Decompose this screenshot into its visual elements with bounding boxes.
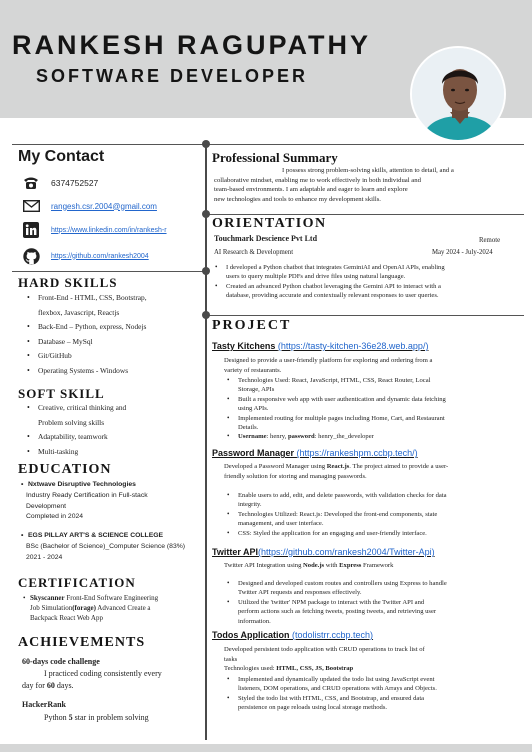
contact-linkedin-row: [22, 221, 167, 239]
project-desc-text: Twitter API Integration using: [224, 562, 304, 569]
project-password-title: [212, 448, 418, 458]
list-item-text: Utilized the 'twitter' NPM package to interact with the Twitter API and: [238, 598, 425, 606]
list-item-text: flexbox, Javascript, Reactjs: [38, 307, 120, 317]
project-desc-line: variety of restaurants.: [224, 366, 282, 374]
list-item-text: integrity.: [238, 501, 262, 509]
list-item: [224, 491, 522, 510]
company-name: Touchmark Descience Pvt Ltd: [214, 234, 318, 243]
certification-line: Backpack React Web App: [30, 614, 103, 622]
project-desc-text: Developed a Password Manager using: [224, 463, 327, 470]
list-item: [224, 432, 522, 441]
project-desc: [224, 561, 524, 571]
hard-skills-title: HARD SKILLS: [18, 275, 118, 290]
education-item: [18, 480, 202, 523]
contact-title: My Contact: [18, 148, 105, 165]
project-url-link[interactable]: (https://rankeshpm.ccbp.tech/): [296, 448, 418, 458]
divider: [12, 271, 206, 272]
contact-email-row: [22, 197, 157, 215]
list-item: • Multi-tasking: [18, 445, 202, 460]
project-desc-text: . The project aimed to provide a user-: [349, 463, 449, 470]
certification-text: Job Simulation: [30, 604, 73, 612]
linkedin-icon: [22, 221, 40, 239]
candidate-role: SOFTWARE DEVELOPER: [36, 66, 309, 86]
list-item: [224, 579, 522, 598]
achievement-text: I practiced coding consistently every: [44, 669, 162, 678]
credential-label: password: [287, 433, 315, 441]
education-detail: 2021 - 2024: [26, 553, 63, 561]
list-item-text: Built a responsive web app with user authentication and dynamic data fetching: [238, 395, 446, 403]
achievement-item: [18, 698, 202, 724]
list-item: • Database – MySql: [18, 335, 202, 350]
summary-line: new technologies and tools to enhance my development skills.: [214, 195, 381, 203]
hard-skills-list: [18, 291, 202, 379]
divider: [206, 214, 524, 215]
contact-phone-row: [22, 174, 98, 192]
certification-title: CERTIFICATION: [18, 575, 136, 590]
timeline-dot: [202, 267, 210, 275]
list-item-text: database, providing accurate and contextually relevant responses to user queries.: [226, 292, 439, 300]
project-twitter-title: [212, 547, 435, 557]
education-detail: BSc (Bachelor of Science)_Computer Science (83%): [26, 542, 186, 550]
phone-number: 6374752527: [51, 178, 99, 188]
project-bullets: [224, 579, 522, 626]
orientation-bullets: [212, 263, 526, 301]
project-name: Twitter API: [212, 547, 259, 557]
credential-label: Username: [238, 433, 267, 441]
certification-text: Front-End Software Engineering: [64, 594, 159, 602]
achievement-text: Python: [44, 713, 69, 722]
list-item-text: Technologies Utilized: React.js: Developed the front-end components, state: [238, 510, 438, 518]
list-item-text: Implemented routing for multiple pages including Home, Cart, and Restaurant: [238, 414, 445, 422]
achievement-number: 5: [68, 713, 73, 722]
project-bullets: [224, 376, 522, 442]
project-desc-line: [224, 462, 524, 472]
mail-icon: [22, 197, 40, 215]
phone-icon: [22, 174, 40, 192]
summary-line: team-based environments. I am adaptable and eager to learn and explore: [214, 186, 408, 194]
project-tasty-title: [212, 341, 428, 351]
position-name: AI Research & Development: [214, 249, 294, 256]
list-item-text: persistence on page reloads using local storage methods.: [238, 704, 388, 712]
list-item: [212, 282, 526, 301]
certification-line: [18, 603, 202, 613]
list-item-text: Twitter API requests and responses effectively.: [238, 589, 362, 597]
project-desc: [224, 462, 524, 481]
timeline-dot: [202, 311, 210, 319]
achievement-text-row: [18, 680, 202, 692]
project-title: PROJECT: [212, 318, 292, 333]
certification-text: Advanced Create a: [95, 604, 151, 612]
list-item-text: Styled the todo list with HTML, CSS, and Bootstrap, and ensured data: [238, 694, 425, 702]
achievement-title: 60-days code challenge: [22, 657, 100, 666]
project-desc: [224, 356, 524, 375]
project-desc-tech: HTML, CSS, JS, Bootstrap: [276, 665, 354, 673]
achievement-item: [18, 656, 202, 692]
education-name-row: • Nxtwave Disruptive Technologies: [21, 481, 136, 488]
list-item-text: Technologies Used: React, JavaScript, HTML, CSS, React Router, Local: [238, 377, 431, 384]
project-desc: [224, 645, 524, 674]
list-item-text: information.: [238, 617, 271, 625]
project-url-link[interactable]: (todolistrr.ccbp.tech): [292, 630, 374, 640]
list-item: [18, 306, 202, 321]
project-desc-text: Technologies used:: [224, 665, 277, 673]
list-item: [18, 416, 202, 431]
list-item: • Adaptability, teamwork: [18, 430, 202, 445]
education-title: EDUCATION: [18, 462, 112, 477]
list-item: [224, 675, 522, 694]
list-item-text: Created an advanced Python chatbot leveraging the Gemini API to interact with a: [226, 282, 441, 290]
project-desc-line: Developed persistent todo application with CRUD operations to track list of: [224, 646, 425, 653]
project-url-link[interactable]: (https://github.com/rankesh2004/Twitter-Api): [258, 547, 435, 557]
list-item: • Creative, critical thinking and: [18, 401, 202, 416]
divider: [206, 315, 524, 316]
project-todos-title: [212, 630, 373, 640]
achievement-text: star in problem solving: [72, 713, 149, 722]
education-detail: Completed in 2024: [26, 513, 84, 521]
candidate-name: RANKESH RAGUPATHY: [12, 30, 372, 60]
education-detail: Development: [26, 502, 67, 510]
certification-org: Skyscanner: [30, 594, 65, 602]
list-item-text: perform actions such as fetching tweets, posting tweets, and retrieving user: [238, 608, 437, 616]
list-item-text: I developed a Python chatbot that integrates GeminiAI and OpenAI APIs, enabling: [226, 264, 445, 271]
list-item-text: Enable users to add, edit, and delete passwords, with validation checks for data: [238, 492, 447, 499]
achievement-title: HackerRank: [22, 700, 66, 709]
summary-line: collaborative mindset, enabling me to work effectively in both individual and: [214, 176, 421, 184]
achievement-text: day for: [22, 681, 47, 690]
github-icon: [22, 247, 40, 265]
education-name: Nxtwave Disruptive Technologies: [28, 481, 136, 488]
list-item-text: Problem solving skills: [38, 417, 105, 427]
email-link[interactable]: rangesh.csr.2004@gmail.com: [51, 201, 157, 211]
soft-skills-list: [18, 401, 202, 459]
list-item: • Operating Systems - Windows: [18, 364, 202, 379]
project-desc-tech: React.js: [326, 463, 350, 470]
list-item: • Git/GitHub: [18, 349, 202, 364]
achievement-number: 60: [46, 681, 55, 690]
project-desc-line: friendly solution for storing and managing passwords.: [224, 472, 367, 480]
list-item: [224, 598, 522, 626]
list-item: [224, 414, 522, 433]
list-item-text: listeners, DOM operations, and CRUD operations with Arrays and Objects.: [238, 685, 437, 693]
list-item: [224, 376, 522, 395]
project-name: Todos Application: [212, 630, 292, 640]
project-desc-line: Designed to provide a user-friendly platform for exploring and ordering from a: [224, 357, 433, 364]
timeline-dot: [202, 140, 210, 148]
timeline-divider: [205, 144, 207, 740]
list-item: [224, 395, 522, 414]
certification-body: [18, 593, 202, 623]
list-item: [224, 510, 522, 529]
footer-band: [0, 744, 532, 752]
project-url-link[interactable]: (https://tasty-kitchen-36e28.web.app/): [277, 341, 429, 351]
project-name: Tasty Kitchens: [212, 341, 278, 351]
credential-value: : henry,: [266, 433, 288, 441]
work-dates: May 2024 - July-2024: [432, 249, 493, 256]
education-name: EGS PILLAY ART'S & SCIENCE COLLEGE: [28, 532, 164, 539]
linkedin-link[interactable]: https://www.linkedin.com/in/rankesh-r: [51, 226, 167, 234]
divider: [206, 144, 524, 145]
contact-github-row: [22, 247, 149, 265]
list-item-text: management, and user interface.: [238, 520, 324, 528]
work-mode: Remote: [479, 237, 501, 244]
orientation-title: ORIENTATION: [212, 216, 327, 231]
github-link[interactable]: https://github.com/rankesh2004: [51, 252, 149, 260]
credential-value: : henry_the_developer: [314, 433, 374, 441]
education-name-row: • EGS PILLAY ART'S & SCIENCE COLLEGE: [21, 532, 164, 539]
list-item-text: Storage, APIs: [238, 386, 275, 394]
list-item-text: users to query multiple PDFs and drive files using natural language.: [226, 273, 406, 281]
list-item-text: using APIs.: [238, 405, 269, 413]
soft-skills-title: SOFT SKILL: [18, 386, 105, 401]
education-detail: Industry Ready Certification in Full-stack: [26, 491, 148, 499]
project-desc-line: [224, 664, 524, 674]
certification-line: • Skyscanner Front-End Software Engineering: [23, 594, 159, 602]
project-desc-text: with: [324, 562, 340, 569]
project-desc-text: Framework: [361, 562, 394, 569]
achievement-text: days.: [54, 681, 74, 690]
summary-line: I possess strong problem-solving skills, attention to detail, and a: [282, 167, 454, 174]
timeline-dot: [202, 210, 210, 218]
list-item: [224, 694, 522, 713]
project-desc-tech: Node.js: [303, 562, 325, 569]
achievement-text-row: [18, 711, 202, 724]
project-bullets: [224, 491, 522, 538]
project-desc-line: tasks: [224, 655, 238, 663]
list-item: • Front-End - HTML, CSS, Bootstrap,: [18, 291, 202, 306]
list-item: • Back-End – Python, express, Nodejs: [18, 320, 202, 335]
list-item-text: Implemented and dynamically updated the todo list using JavaScript event: [238, 676, 435, 683]
education-item: [18, 531, 202, 563]
project-desc-tech: Express: [339, 562, 362, 569]
achievements-title: ACHIEVEMENTS: [18, 635, 146, 650]
summary-title: Professional Summary: [212, 150, 338, 165]
divider: [12, 144, 206, 145]
list-item: [212, 263, 526, 282]
certification-forage: (forage): [72, 604, 96, 612]
project-name: Password Manager: [212, 448, 297, 458]
list-item-text: Designed and developed custom routes and controllers using Express to handle: [238, 580, 447, 587]
summary-body: [214, 166, 520, 204]
project-bullets: [224, 675, 522, 713]
list-item: • CSS: Styled the application for an engaging and user-friendly interface.: [224, 529, 522, 538]
profile-photo: [410, 46, 506, 142]
list-item-text: Details.: [238, 424, 259, 432]
